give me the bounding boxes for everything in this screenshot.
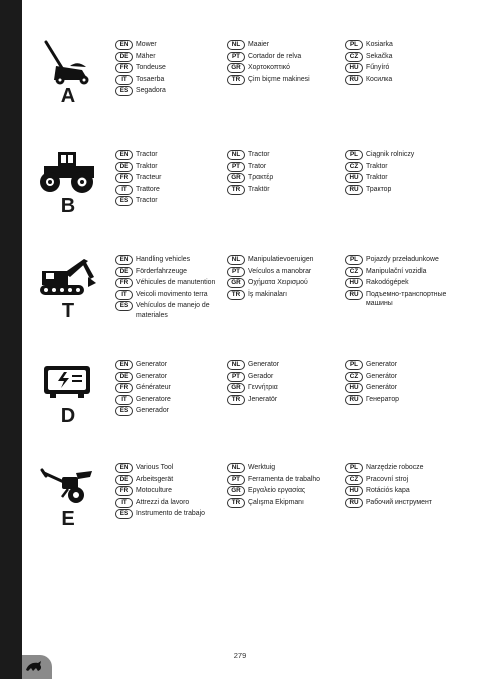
translation-text: Подъемно-транспортные машины: [366, 290, 447, 308]
language-column: [115, 150, 227, 208]
translation-text: Arbeitsgerät: [136, 475, 174, 483]
translation-text: Генератор: [366, 395, 399, 403]
page-number: 279: [233, 651, 247, 660]
translation-text: Χορτοκοπτικό: [248, 64, 291, 72]
translation-row: [227, 498, 344, 508]
translation-row: [115, 75, 227, 85]
translation-row: [115, 509, 227, 519]
tiller-icon: [36, 463, 98, 508]
language-code-badge: FR: [115, 383, 133, 393]
translation-row: [345, 360, 465, 370]
translation-row: [345, 498, 465, 508]
translation-text: Förderfahrzeuge: [136, 267, 187, 275]
translation-row: [115, 463, 227, 473]
translation-row: [345, 52, 465, 62]
translation-text: Pojazdy przeładunkowe: [366, 256, 439, 263]
translation-row: [227, 63, 344, 73]
language-code-badge: PT: [227, 267, 245, 277]
translation-text: Tractor: [136, 151, 158, 158]
language-code-badge: PT: [227, 372, 245, 382]
language-code-badge: FR: [115, 63, 133, 73]
language-code-badge: HU: [345, 63, 363, 73]
translation-text: Traktor: [136, 162, 158, 170]
language-code-badge: ES: [115, 509, 133, 519]
translation-text: Generator: [366, 361, 398, 368]
translation-text: Ciągnik rolniczy: [366, 151, 415, 158]
language-column: [115, 360, 227, 418]
translation-text: Косилка: [366, 75, 393, 83]
translation-text: Gerador: [248, 372, 274, 380]
translation-text: Tondeuse: [136, 64, 166, 72]
language-code-badge: CZ: [345, 372, 363, 382]
language-code-badge: GR: [227, 173, 245, 183]
translation-text: Segadora: [136, 87, 166, 95]
translation-text: Trator: [248, 162, 267, 170]
language-code-badge: EN: [115, 255, 133, 265]
translation-row: [115, 185, 227, 195]
translation-text: Tracteur: [136, 174, 162, 182]
translation-row: [115, 301, 227, 320]
translation-row: [115, 162, 227, 172]
translation-row: [115, 267, 227, 277]
translation-row: [115, 86, 227, 96]
translation-row: [227, 162, 344, 172]
translation-row: [345, 372, 465, 382]
translation-text: Fűnyíró: [366, 64, 390, 72]
translation-text: Τρακτέρ: [248, 174, 274, 182]
language-code-badge: GR: [227, 486, 245, 496]
translation-row: [227, 267, 344, 277]
language-code-badge: NL: [227, 150, 245, 160]
language-column: [345, 40, 465, 86]
translation-text: Generator: [248, 361, 280, 368]
translation-row: [227, 173, 344, 183]
translation-row: [345, 255, 465, 265]
translation-row: [115, 255, 227, 265]
language-code-badge: IT: [115, 75, 133, 85]
translation-row: [345, 486, 465, 496]
translation-text: Manipulační vozidla: [366, 267, 427, 275]
translation-text: Kosiarka: [366, 41, 393, 48]
language-code-badge: ES: [115, 301, 133, 311]
language-code-badge: RU: [345, 185, 363, 195]
language-code-badge: HU: [345, 278, 363, 288]
language-column: [227, 150, 344, 196]
language-code-badge: TR: [227, 498, 245, 508]
language-column: [115, 255, 227, 322]
brand-logo-icon: [24, 658, 44, 674]
language-column: [115, 40, 227, 98]
translation-text: Veicoli movimento terra: [136, 290, 208, 298]
translation-text: Mower: [136, 41, 157, 48]
language-code-badge: TR: [227, 290, 245, 300]
language-code-badge: IT: [115, 395, 133, 405]
language-code-badge: TR: [227, 185, 245, 195]
language-code-badge: FR: [115, 173, 133, 183]
language-column: [227, 360, 344, 406]
translation-row: [227, 463, 344, 473]
translation-text: Jeneratör: [248, 395, 278, 403]
translation-text: Εργαλείο εργασίας: [248, 487, 306, 495]
translation-row: [115, 372, 227, 382]
language-code-badge: HU: [345, 173, 363, 183]
translation-text: Γεννήτρια: [248, 384, 278, 392]
translation-text: Motoculture: [136, 487, 173, 495]
translation-row: [115, 395, 227, 405]
translation-row: [345, 475, 465, 485]
translation-text: Generator: [136, 372, 168, 380]
translation-row: [115, 63, 227, 73]
language-code-badge: CZ: [345, 267, 363, 277]
translation-text: Mäher: [136, 52, 156, 60]
translation-text: Generátor: [366, 384, 398, 392]
translation-row: [115, 360, 227, 370]
translation-text: Cortador de relva: [248, 52, 302, 60]
translation-text: Traktor: [366, 174, 388, 182]
language-code-badge: DE: [115, 267, 133, 277]
language-code-badge: TR: [227, 395, 245, 405]
language-column: [345, 255, 465, 311]
tractor-icon: [36, 150, 98, 195]
translation-row: [227, 255, 344, 265]
translation-row: [227, 185, 344, 195]
generator-icon: [36, 360, 98, 405]
translation-row: [227, 40, 344, 50]
translation-text: Générateur: [136, 384, 171, 392]
translation-row: [115, 498, 227, 508]
language-code-badge: NL: [227, 360, 245, 370]
translation-row: [227, 150, 344, 160]
section-letter: E: [61, 508, 75, 530]
language-code-badge: ES: [115, 196, 133, 206]
section-letter: B: [60, 195, 76, 217]
section-mower: [0, 40, 480, 135]
translation-row: [345, 40, 465, 50]
lawn-mower-icon: [36, 40, 98, 85]
translation-text: Трактор: [366, 185, 392, 193]
language-code-badge: FR: [115, 278, 133, 288]
translation-text: Rotációs kapa: [366, 487, 410, 495]
translation-row: [345, 75, 465, 85]
language-code-badge: GR: [227, 278, 245, 288]
language-code-badge: RU: [345, 395, 363, 405]
language-code-badge: CZ: [345, 162, 363, 172]
section-tractor: [0, 150, 480, 245]
language-column: [345, 150, 465, 196]
language-code-badge: PT: [227, 52, 245, 62]
translation-text: Ferramenta de trabalho: [248, 475, 321, 483]
translation-text: Pracovní stroj: [366, 475, 409, 483]
language-code-badge: RU: [345, 290, 363, 300]
translation-text: Attrezzi da lavoro: [136, 498, 190, 506]
language-code-badge: PL: [345, 40, 363, 50]
translation-row: [345, 162, 465, 172]
translation-text: Generador: [136, 407, 169, 415]
language-code-badge: HU: [345, 383, 363, 393]
section-letter: D: [60, 405, 76, 427]
translation-row: [345, 267, 465, 277]
translation-text: Handling vehicles: [136, 256, 191, 263]
section-various-tool: [0, 463, 480, 558]
language-code-badge: FR: [115, 486, 133, 496]
language-code-badge: DE: [115, 162, 133, 172]
translation-row: [227, 290, 344, 300]
translation-text: Werktuig: [248, 464, 276, 471]
language-column: [227, 463, 344, 509]
translation-text: Instrumento de trabajo: [136, 510, 205, 518]
excavator-icon: [36, 255, 98, 300]
translation-text: Generátor: [366, 372, 398, 380]
translation-text: Sekačka: [366, 52, 393, 60]
translation-text: Vehículos de manejo de materiales: [136, 302, 210, 320]
translation-row: [115, 383, 227, 393]
translation-row: [345, 290, 465, 309]
language-code-badge: CZ: [345, 52, 363, 62]
language-code-badge: EN: [115, 40, 133, 50]
translation-text: Rakodógépek: [366, 279, 409, 287]
language-code-badge: DE: [115, 372, 133, 382]
translation-row: [345, 395, 465, 405]
language-code-badge: IT: [115, 290, 133, 300]
translation-row: [115, 406, 227, 416]
translation-text: Çim biçme makinesi: [248, 75, 310, 83]
language-code-badge: EN: [115, 463, 133, 473]
translation-row: [115, 150, 227, 160]
translation-row: [345, 63, 465, 73]
translation-row: [345, 185, 465, 195]
translation-text: Trattore: [136, 185, 160, 193]
language-code-badge: NL: [227, 40, 245, 50]
language-code-badge: RU: [345, 75, 363, 85]
language-column: [115, 463, 227, 521]
translation-row: [115, 278, 227, 288]
language-code-badge: NL: [227, 463, 245, 473]
language-code-badge: PL: [345, 360, 363, 370]
translation-row: [115, 173, 227, 183]
translation-row: [227, 395, 344, 405]
translation-text: Generatore: [136, 395, 171, 403]
language-code-badge: CZ: [345, 475, 363, 485]
language-code-badge: GR: [227, 63, 245, 73]
language-column: [345, 463, 465, 509]
translation-text: İş makinaları: [248, 290, 288, 298]
translation-text: Tosaerba: [136, 75, 165, 83]
language-code-badge: ES: [115, 406, 133, 416]
translation-row: [227, 383, 344, 393]
translation-row: [345, 383, 465, 393]
translation-text: Maaier: [248, 41, 270, 48]
language-code-badge: IT: [115, 185, 133, 195]
translation-row: [227, 486, 344, 496]
translation-text: Veículos a manobrar: [248, 267, 312, 275]
translation-text: Рабочий инструмент: [366, 498, 432, 506]
language-code-badge: HU: [345, 486, 363, 496]
translation-text: Generator: [136, 361, 168, 368]
language-code-badge: PL: [345, 255, 363, 265]
translation-row: [345, 173, 465, 183]
translation-text: Tractor: [136, 197, 158, 205]
translation-text: Narzędzie robocze: [366, 464, 424, 471]
translation-row: [345, 463, 465, 473]
language-code-badge: PL: [345, 463, 363, 473]
translation-row: [115, 40, 227, 50]
language-code-badge: ES: [115, 86, 133, 96]
translation-text: Various Tool: [136, 464, 174, 471]
section-letter: A: [60, 85, 76, 107]
translation-row: [227, 360, 344, 370]
language-code-badge: NL: [227, 255, 245, 265]
translation-row: [115, 196, 227, 206]
translation-text: Traktör: [248, 185, 270, 193]
translation-row: [115, 486, 227, 496]
section-letter: T: [61, 300, 75, 322]
translation-row: [227, 75, 344, 85]
translation-text: Tractor: [248, 151, 270, 158]
language-code-badge: EN: [115, 150, 133, 160]
translation-row: [227, 278, 344, 288]
translation-row: [227, 52, 344, 62]
translation-text: Véhicules de manutention: [136, 279, 216, 287]
language-code-badge: TR: [227, 75, 245, 85]
translation-row: [115, 475, 227, 485]
language-code-badge: PL: [345, 150, 363, 160]
section-generator: [0, 360, 480, 455]
language-code-badge: RU: [345, 498, 363, 508]
translation-row: [115, 52, 227, 62]
translation-row: [115, 290, 227, 300]
language-code-badge: PT: [227, 475, 245, 485]
language-code-badge: GR: [227, 383, 245, 393]
language-code-badge: DE: [115, 475, 133, 485]
translation-row: [345, 150, 465, 160]
language-code-badge: EN: [115, 360, 133, 370]
language-column: [345, 360, 465, 406]
language-column: [227, 255, 344, 301]
language-column: [227, 40, 344, 86]
translation-row: [227, 372, 344, 382]
translation-row: [227, 475, 344, 485]
language-code-badge: PT: [227, 162, 245, 172]
section-handling-vehicles: [0, 255, 480, 350]
translation-text: Οχήματα Χειρισμού: [248, 279, 308, 287]
translation-row: [345, 278, 465, 288]
language-code-badge: IT: [115, 498, 133, 508]
translation-text: Çalışma Ekipmanı: [248, 498, 304, 506]
language-code-badge: DE: [115, 52, 133, 62]
translation-text: Manipulatievoeruigen: [248, 256, 314, 263]
translation-text: Traktor: [366, 162, 388, 170]
